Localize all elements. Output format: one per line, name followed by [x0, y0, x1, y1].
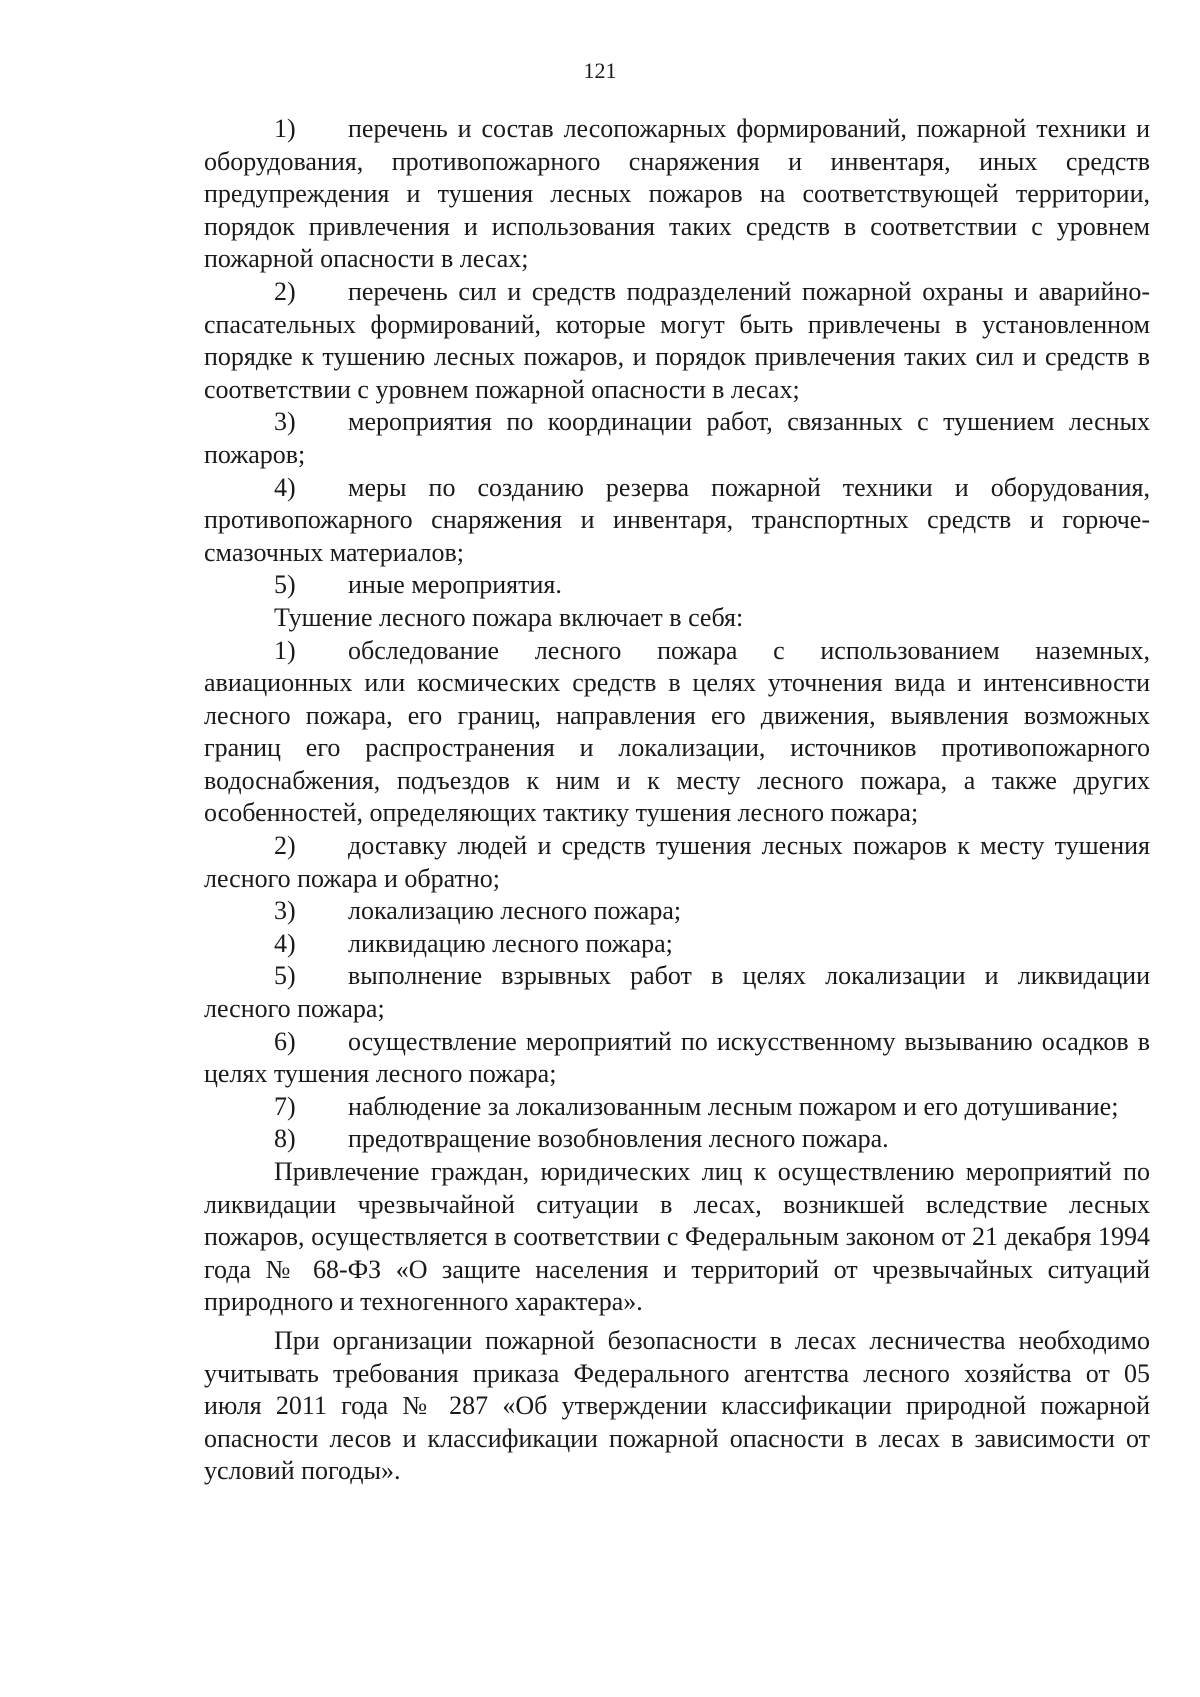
item-text: доставку людей и средств тушения лесных пожаров к месту тушения лесного пожара и обратно; [204, 831, 1150, 893]
item-number: 4) [274, 472, 296, 502]
item-text: осуществление мероприятий по искусственному вызыванию осадков в целях тушения лесного пожара; [204, 1026, 1150, 1089]
extinguishing-intro: Тушение лесного пожара включает в себя: [274, 602, 744, 632]
extinguishing-list [204, 635, 1150, 1157]
list-item [204, 569, 1150, 602]
item-number: 5) [274, 961, 296, 991]
list-item [204, 406, 1150, 471]
item-text: выполнение взрывных работ в целях локализации и ликвидации лесного пожара; [204, 961, 1150, 1024]
item-number: 2) [274, 276, 296, 306]
item-number: 3) [274, 407, 296, 437]
item-text: ликвидацию лесного пожара; [348, 928, 673, 958]
list-item [204, 113, 1150, 276]
item-text: перечень сил и средств подразделений пожарной охраны и аварийно-спасательных формирований, которые могут быть привлечены в установленном порядке к тушению лесных пожаров, и порядок привлечения таких сил и средств в соответствии с уровнем пожарной опасности в лесах; [204, 276, 1150, 404]
list-item [204, 895, 1150, 928]
page-number: 121 [583, 58, 617, 83]
item-text: локализацию лесного пожара; [348, 896, 682, 926]
list-item [204, 1123, 1150, 1156]
item-text: перечень и состав лесопожарных формирований, пожарной техники и оборудования, противопожарного снаряжения и инвентаря, иных средств предупреждения и тушения лесных пожаров на соответствующей территории, порядок привлечения и использования таких средств в соответствии с уровнем пожарной опасности в лесах; [204, 114, 1150, 274]
item-text: предотвращение возобновления лесного пожара. [348, 1124, 889, 1154]
list-item [204, 928, 1150, 961]
document-body [204, 113, 1150, 1488]
list-item [204, 960, 1150, 1025]
item-number: 1) [274, 114, 296, 143]
item-text: мероприятия по координации работ, связанных с тушением лесных пожаров; [204, 407, 1150, 469]
item-number: 8) [274, 1124, 296, 1154]
item-number: 7) [274, 1091, 296, 1121]
list-item [204, 1091, 1150, 1124]
citizens-paragraph: Привлечение граждан, юридических лиц к осуществлению мероприятий по ликвидации чрезвычайной ситуации в лесах, возникшей вследствие лесных пожаров, осуществляется в соответствии с Федеральным законом от 21 декабря 1994 года № 68-ФЗ «О защите населения и территорий от чрезвычайных ситуаций природного и техногенного характера». [204, 1157, 1150, 1317]
item-text: меры по созданию резерва пожарной техники и оборудования, противопожарного снаряжения и инвентаря, транспортных средств и горюче-смазочных материалов; [204, 472, 1150, 567]
item-number: 3) [274, 896, 296, 926]
item-number: 1) [274, 635, 296, 665]
item-number: 6) [274, 1026, 296, 1056]
list-item [204, 635, 1150, 831]
item-text: иные мероприятия. [348, 570, 562, 600]
list-item [204, 830, 1150, 895]
fire-safety-paragraph: При организации пожарной безопасности в лесах лесничества необходимо учитывать требования приказа Федерального агентства лесного хозяйства от 05 июля 2011 года № 287 «Об утверждении классификации природной пожарной опасности лесов и классификации пожарной опасности в лесах в зависимости от условий погоды». [204, 1325, 1150, 1486]
item-text: обследование лесного пожара с использованием наземных, авиационных или космических средств в целях уточнения вида и интенсивности лесного пожара, его границ, направления его движения, выявления возможных границ его распространения и локализации, источников противопожарного водоснабжения, подъездов к ним и к месту лесного пожара, а также других особенностей, определяющих тактику тушения лесного пожара; [204, 635, 1150, 828]
item-number: 4) [274, 928, 296, 958]
item-number: 2) [274, 831, 296, 861]
item-text: наблюдение за локализованным лесным пожаром и его дотушивание; [348, 1091, 1119, 1121]
list-item [204, 276, 1150, 406]
list-item [204, 472, 1150, 570]
measures-list [204, 113, 1150, 602]
list-item [204, 1026, 1150, 1091]
item-number: 5) [274, 570, 296, 600]
